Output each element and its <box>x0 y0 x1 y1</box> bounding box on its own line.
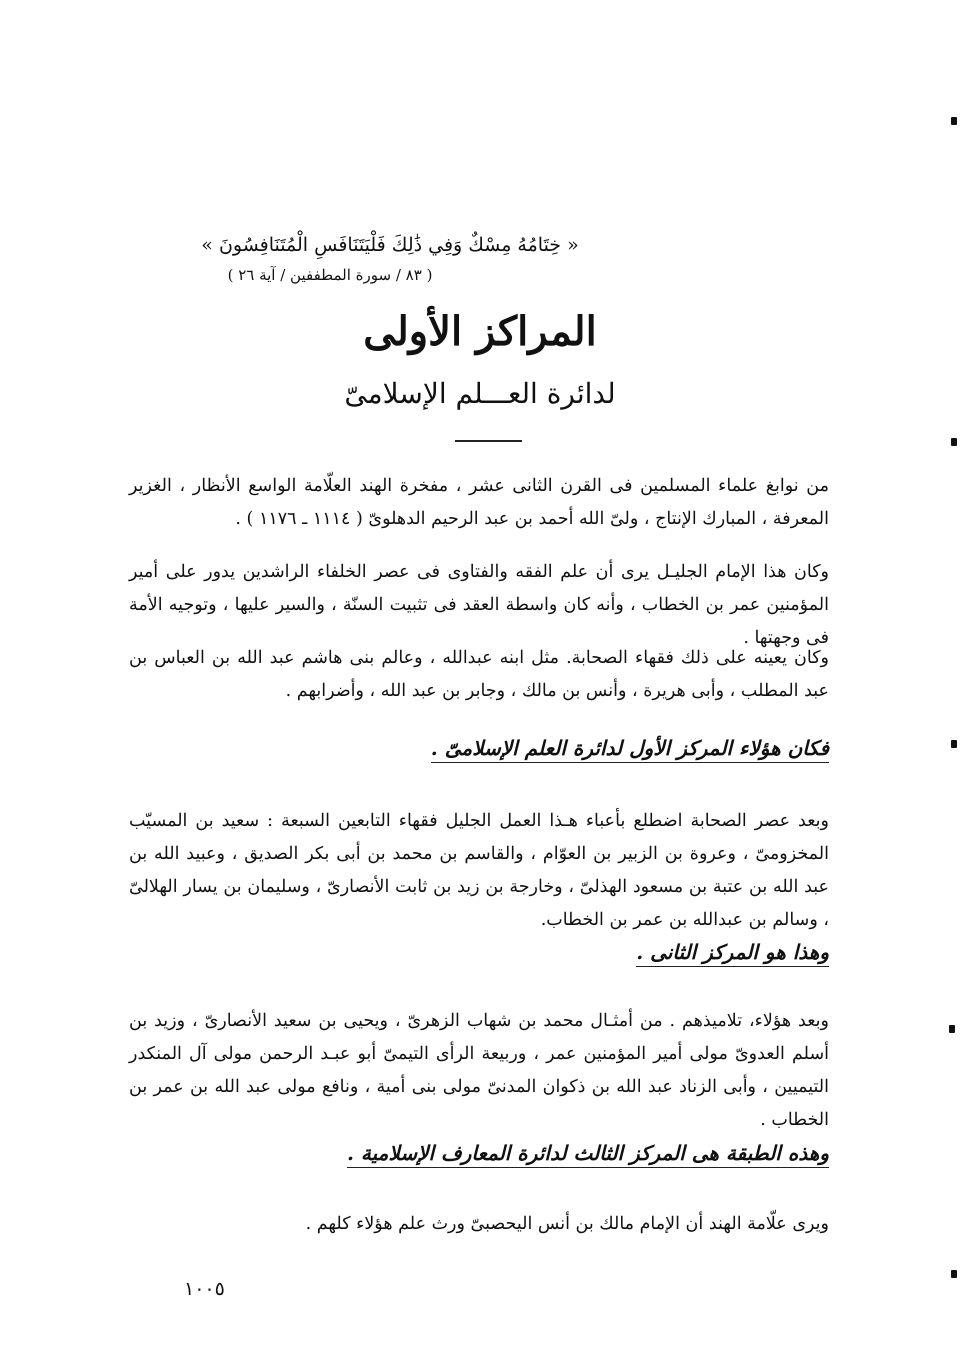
conclusion-second-center <box>129 934 829 970</box>
conclusion-third-center <box>129 1135 829 1171</box>
page-number: ١٠٠٥ <box>184 1278 225 1300</box>
paragraph-5: وبعد هؤلاء، تلاميذهم . من أمثـال محمد بن شهاب الزهرىّ ، ويحيى بن سعيد الأنصارىّ ، وزيد بن أسلم العدوىّ مولى أمير المؤمنين عمر ، وربيعة الرأى التيمىّ أبو عبـد الرحمن مولى آل المنكدر التيميين ، وأبى الزناد عبد الله بن ذكوان المدنىّ مولى بنى أمية ، ونافع مولى عبد الله بن عمر بن الخطاب . <box>129 1011 829 1130</box>
page-subtitle: لدائرة العـــلم الإسلامىّ <box>344 377 616 410</box>
scan-edge-mark <box>949 1025 955 1033</box>
conclusion-text: وهذا هو المركز الثانى . <box>636 940 829 967</box>
verse-reference: ( ٨٣ / سورة المطففين / آية ٢٦ ) <box>227 266 433 284</box>
paragraph-6: ويرى علّامة الهند أن الإمام مالك بن أنس اليحصبىّ ورث علم هؤلاء كلهم . <box>305 1214 829 1234</box>
title-divider <box>455 440 522 442</box>
quran-verse-epigraph: « خِتَامُهُ مِسْكٌ وَفِي ذَٰلِكَ فَلْيَتَنَافَسِ الْمُتَنَافِسُونَ » <box>201 234 579 256</box>
scan-edge-mark <box>951 117 957 125</box>
paragraph-3: وكان يعينه على ذلك فقهاء الصحابة. مثل ابنه عبدالله ، وعالم بنى هاشم عبد الله بن العباس بن عبد المطلب ، وأبى هريرة ، وأنس بن مالك ، وجابر بن عبد الله ، وأضرابهم . <box>129 648 829 701</box>
conclusion-text: فكان هؤلاء المركز الأول لدائرة العلم الإسلامىّ . <box>431 736 829 763</box>
scan-edge-mark <box>951 1270 957 1278</box>
scan-edge-mark <box>951 438 957 446</box>
paragraph-4: وبعد عصر الصحابة اضطلع بأعباء هـذا العمل الجليل فقهاء التابعين السبعة : سعيد بن المسيّب المخزومىّ ، وعروة بن الزبير بن العوّام ، والقاسم بن محمد بن أبى بكر الصديق ، وعبيد الله بن عبد الله بن عتبة بن مسعود الهذلىّ ، وخارجة بن زيد بن ثابت الأنصارىّ ، وسليمان بن يسار الهلالىّ ، وسالم بن عبدالله بن عمر بن الخطاب. <box>129 811 829 930</box>
conclusion-first-center <box>129 730 829 766</box>
conclusion-text: وهذه الطبقة هى المركز الثالث لدائرة المعارف الإسلامية . <box>347 1141 829 1168</box>
paragraph-2: وكان هذا الإمام الجليـل يرى أن علم الفقه والفتاوى فى عصر الخلفاء الراشدين يدور على أمير المؤمنين عمر بن الخطاب ، وأنه كان واسطة العقد فى تثبيت السنّة ، والسير عليها ، وتوجيه الأمة فى وجهتها . <box>129 562 829 648</box>
scan-edge-mark <box>951 740 957 748</box>
paragraph-1: من نوابغ علماء المسلمين فى القرن الثانى عشر ، مفخرة الهند العلّامة الواسع الأنظار ، الغزير المعرفة ، المبارك الإنتاج ، ولىّ الله أحمد بن عبد الرحيم الدهلوىّ ( ١١١٤ ـ ١١٧٦ ) . <box>129 476 829 529</box>
page-title: المراكز الأولى <box>363 308 597 355</box>
